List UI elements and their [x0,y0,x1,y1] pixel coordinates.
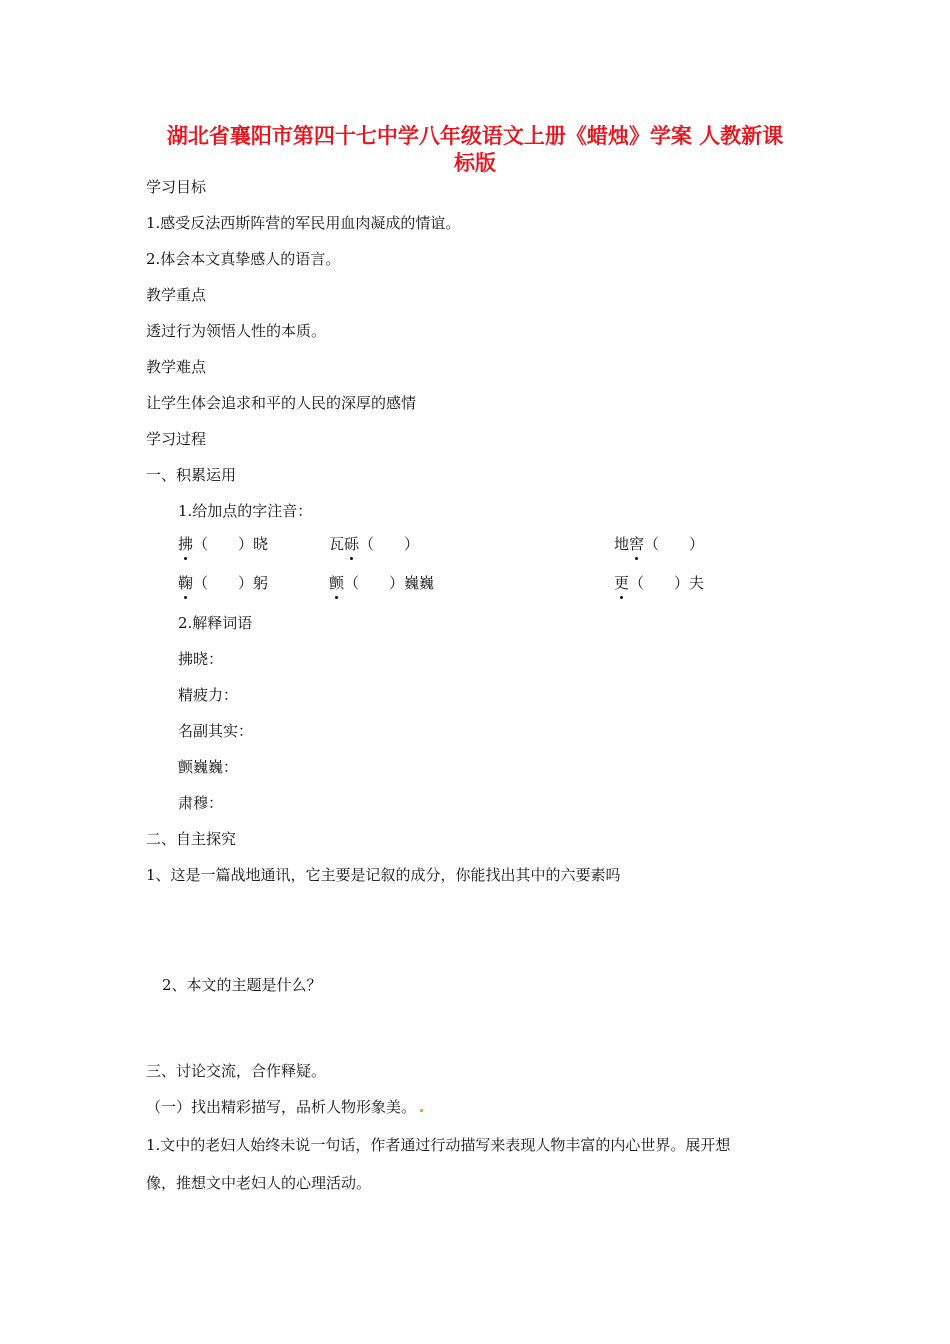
pinyin-blank: （ ） [644,535,705,553]
pinyin-blank: （ ） [359,535,420,553]
dotted-char: 拂 [178,535,194,553]
section-1-heading: 一、积累运用 [146,466,237,484]
paragraph-1-line-1: 1.文中的老妇人始终未说一句话，作者通过行动描写来表现人物丰富的内心世界。展开想 [146,1136,731,1154]
dotted-char: 更 [614,574,630,592]
difficulty-text: 让学生体会追求和平的人民的深厚的感情 [146,394,417,412]
subsection-1-heading [146,1097,423,1117]
question-1: 1、这是一篇战地通讯，它主要是记叙的成分，你能找出其中的六要素吗 [146,866,621,884]
word-item: 精疲力： [178,686,239,704]
pinyin-blank: （ ）躬 [193,574,269,592]
orange-dot-mark [420,1109,423,1112]
pinyin-item [329,534,419,554]
word-item: 名副其实： [178,722,254,740]
word-item: 拂晓： [178,650,224,668]
key-points-text: 透过行为领悟人性的本质。 [146,322,327,340]
process-heading: 学习过程 [146,430,207,448]
subsection-1-text: （一）找出精彩描写，品析人物形象美。 [146,1098,417,1116]
pinyin-item [178,573,268,593]
pinyin-blank: （ ）晓 [193,535,269,553]
pinyin-blank: （ ）夫 [629,574,705,592]
word-item: 颤巍巍： [178,758,239,776]
pinyin-item [329,573,434,593]
task-2-label: 2.解释词语 [178,614,253,632]
section-2-heading: 二、自主探究 [146,830,237,848]
pinyin-item [178,534,268,554]
goal-2: 2.体会本文真挚感人的语言。 [146,250,341,268]
pinyin-blank: （ ）巍巍 [344,574,435,592]
learning-goals-heading: 学习目标 [146,178,207,196]
word-item: 肃穆： [178,794,224,812]
paragraph-1-line-2: 像，推想文中老妇人的心理活动。 [146,1174,372,1192]
document-title-line-1: 湖北省襄阳市第四十七中学八年级语文上册《蜡烛》学案 人教新课 [166,124,784,148]
key-points-heading: 教学重点 [146,286,207,304]
difficulty-heading: 教学难点 [146,358,207,376]
dotted-char: 鞠 [178,574,194,592]
goal-1: 1.感受反法西斯阵营的军民用血肉凝成的情谊。 [146,214,461,232]
document-title-line-2: 标版 [454,151,496,175]
section-3-heading: 三、讨论交流，合作释疑。 [146,1062,327,1080]
dotted-char: 窖 [629,535,645,553]
pinyin-item [614,534,704,554]
plain-char: 瓦 [329,535,345,553]
task-1-label: 1.给加点的字注音： [178,502,313,520]
dotted-char: 砾 [344,535,360,553]
dotted-char: 颤 [329,574,345,592]
plain-char: 地 [614,535,630,553]
pinyin-item [614,573,704,593]
question-2: 2、本文的主题是什么？ [162,976,322,994]
